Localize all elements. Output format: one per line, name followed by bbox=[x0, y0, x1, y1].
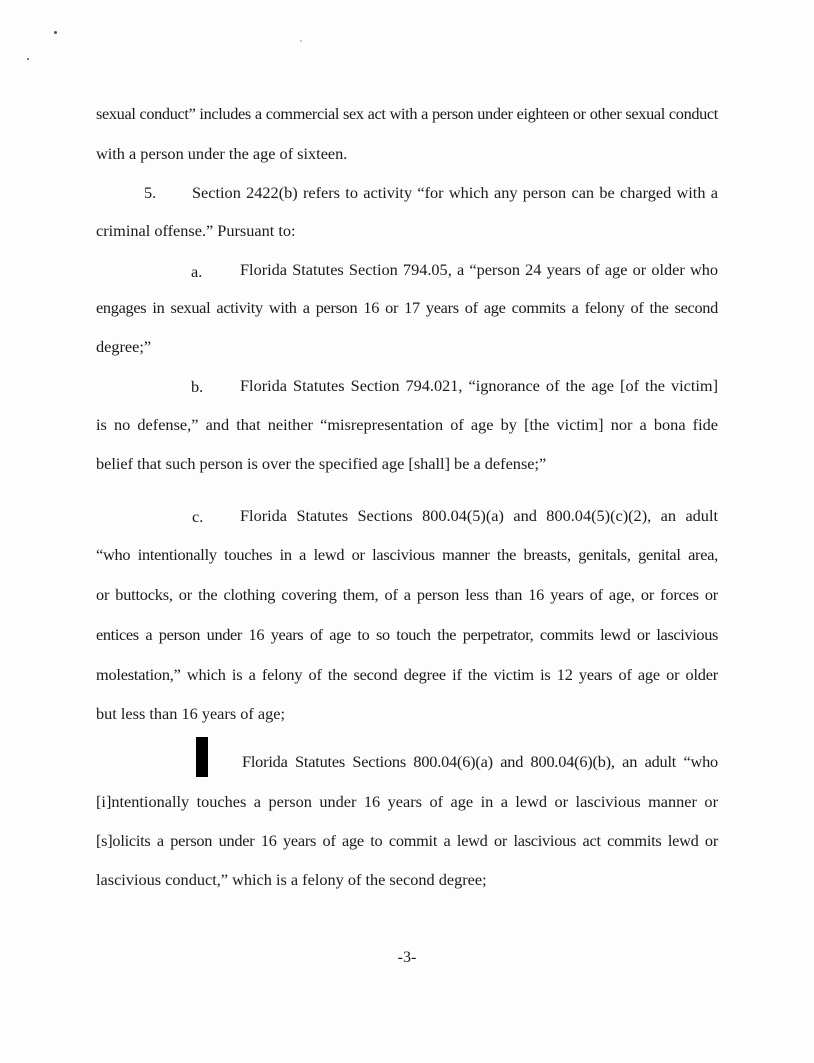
page-number: -3- bbox=[397, 949, 417, 966]
paragraph-5-number: 5. bbox=[144, 183, 157, 202]
item-b-line-3: belief that such person is over the specified age [shall] be a defense;” bbox=[96, 454, 547, 473]
item-a-line-1: Florida Statutes Section 794.05, a “person 24 years of age or older who bbox=[240, 260, 718, 279]
item-b-label: b. bbox=[191, 377, 204, 396]
item-a-line-3: degree;” bbox=[96, 337, 152, 356]
item-c-label: c. bbox=[192, 507, 204, 526]
item-d-line-3: [s]olicits a person under 16 years of age to commit a lewd or lascivious act commits lewd or bbox=[96, 831, 718, 850]
item-d-line-2: [i]ntentionally touches a person under 16 years of age in a lewd or lascivious manner or bbox=[96, 792, 718, 811]
item-c-line-2: “who intentionally touches in a lewd or lascivious manner the breasts, genitals, genital area, bbox=[96, 545, 718, 564]
item-b-line-1: Florida Statutes Section 794.021, “ignorance of the age [of the victim] bbox=[240, 376, 718, 395]
item-c-line-3: or buttocks, or the clothing covering them, of a person less than 16 years of age, or forces or bbox=[96, 585, 718, 604]
item-c-line-1: Florida Statutes Sections 800.04(5)(a) and 800.04(5)(c)(2), an adult bbox=[240, 506, 718, 525]
scan-speck bbox=[54, 31, 57, 34]
item-d-line-1: Florida Statutes Sections 800.04(6)(a) and 800.04(6)(b), an adult “who bbox=[242, 752, 718, 771]
item-c-line-6: but less than 16 years of age; bbox=[96, 704, 285, 723]
paragraph-5-line-1: Section 2422(b) refers to activity “for which any person can be charged with a bbox=[192, 183, 718, 202]
paragraph-5-line-2: criminal offense.” Pursuant to: bbox=[96, 221, 296, 240]
scan-speck bbox=[300, 40, 302, 42]
item-d-line-4: lascivious conduct,” which is a felony of the second degree; bbox=[96, 870, 487, 889]
item-a-line-2: engages in sexual activity with a person 16 or 17 years of age commits a felony of the second bbox=[96, 298, 718, 317]
item-c-line-5: molestation,” which is a felony of the second degree if the victim is 12 years of age or older bbox=[96, 665, 718, 684]
continued-text-line-2: with a person under the age of sixteen. bbox=[96, 144, 348, 163]
scan-speck bbox=[27, 58, 29, 60]
redaction-block bbox=[196, 737, 208, 777]
item-a-label: a. bbox=[191, 262, 203, 281]
item-b-line-2: is no defense,” and that neither “misrepresentation of age by [the victim] nor a bona fide bbox=[96, 415, 718, 434]
item-c-line-4: entices a person under 16 years of age to so touch the perpetrator, commits lewd or lascivious bbox=[96, 625, 718, 644]
continued-text-line-1: sexual conduct” includes a commercial sex act with a person under eighteen or other sexual conduct bbox=[96, 104, 718, 123]
